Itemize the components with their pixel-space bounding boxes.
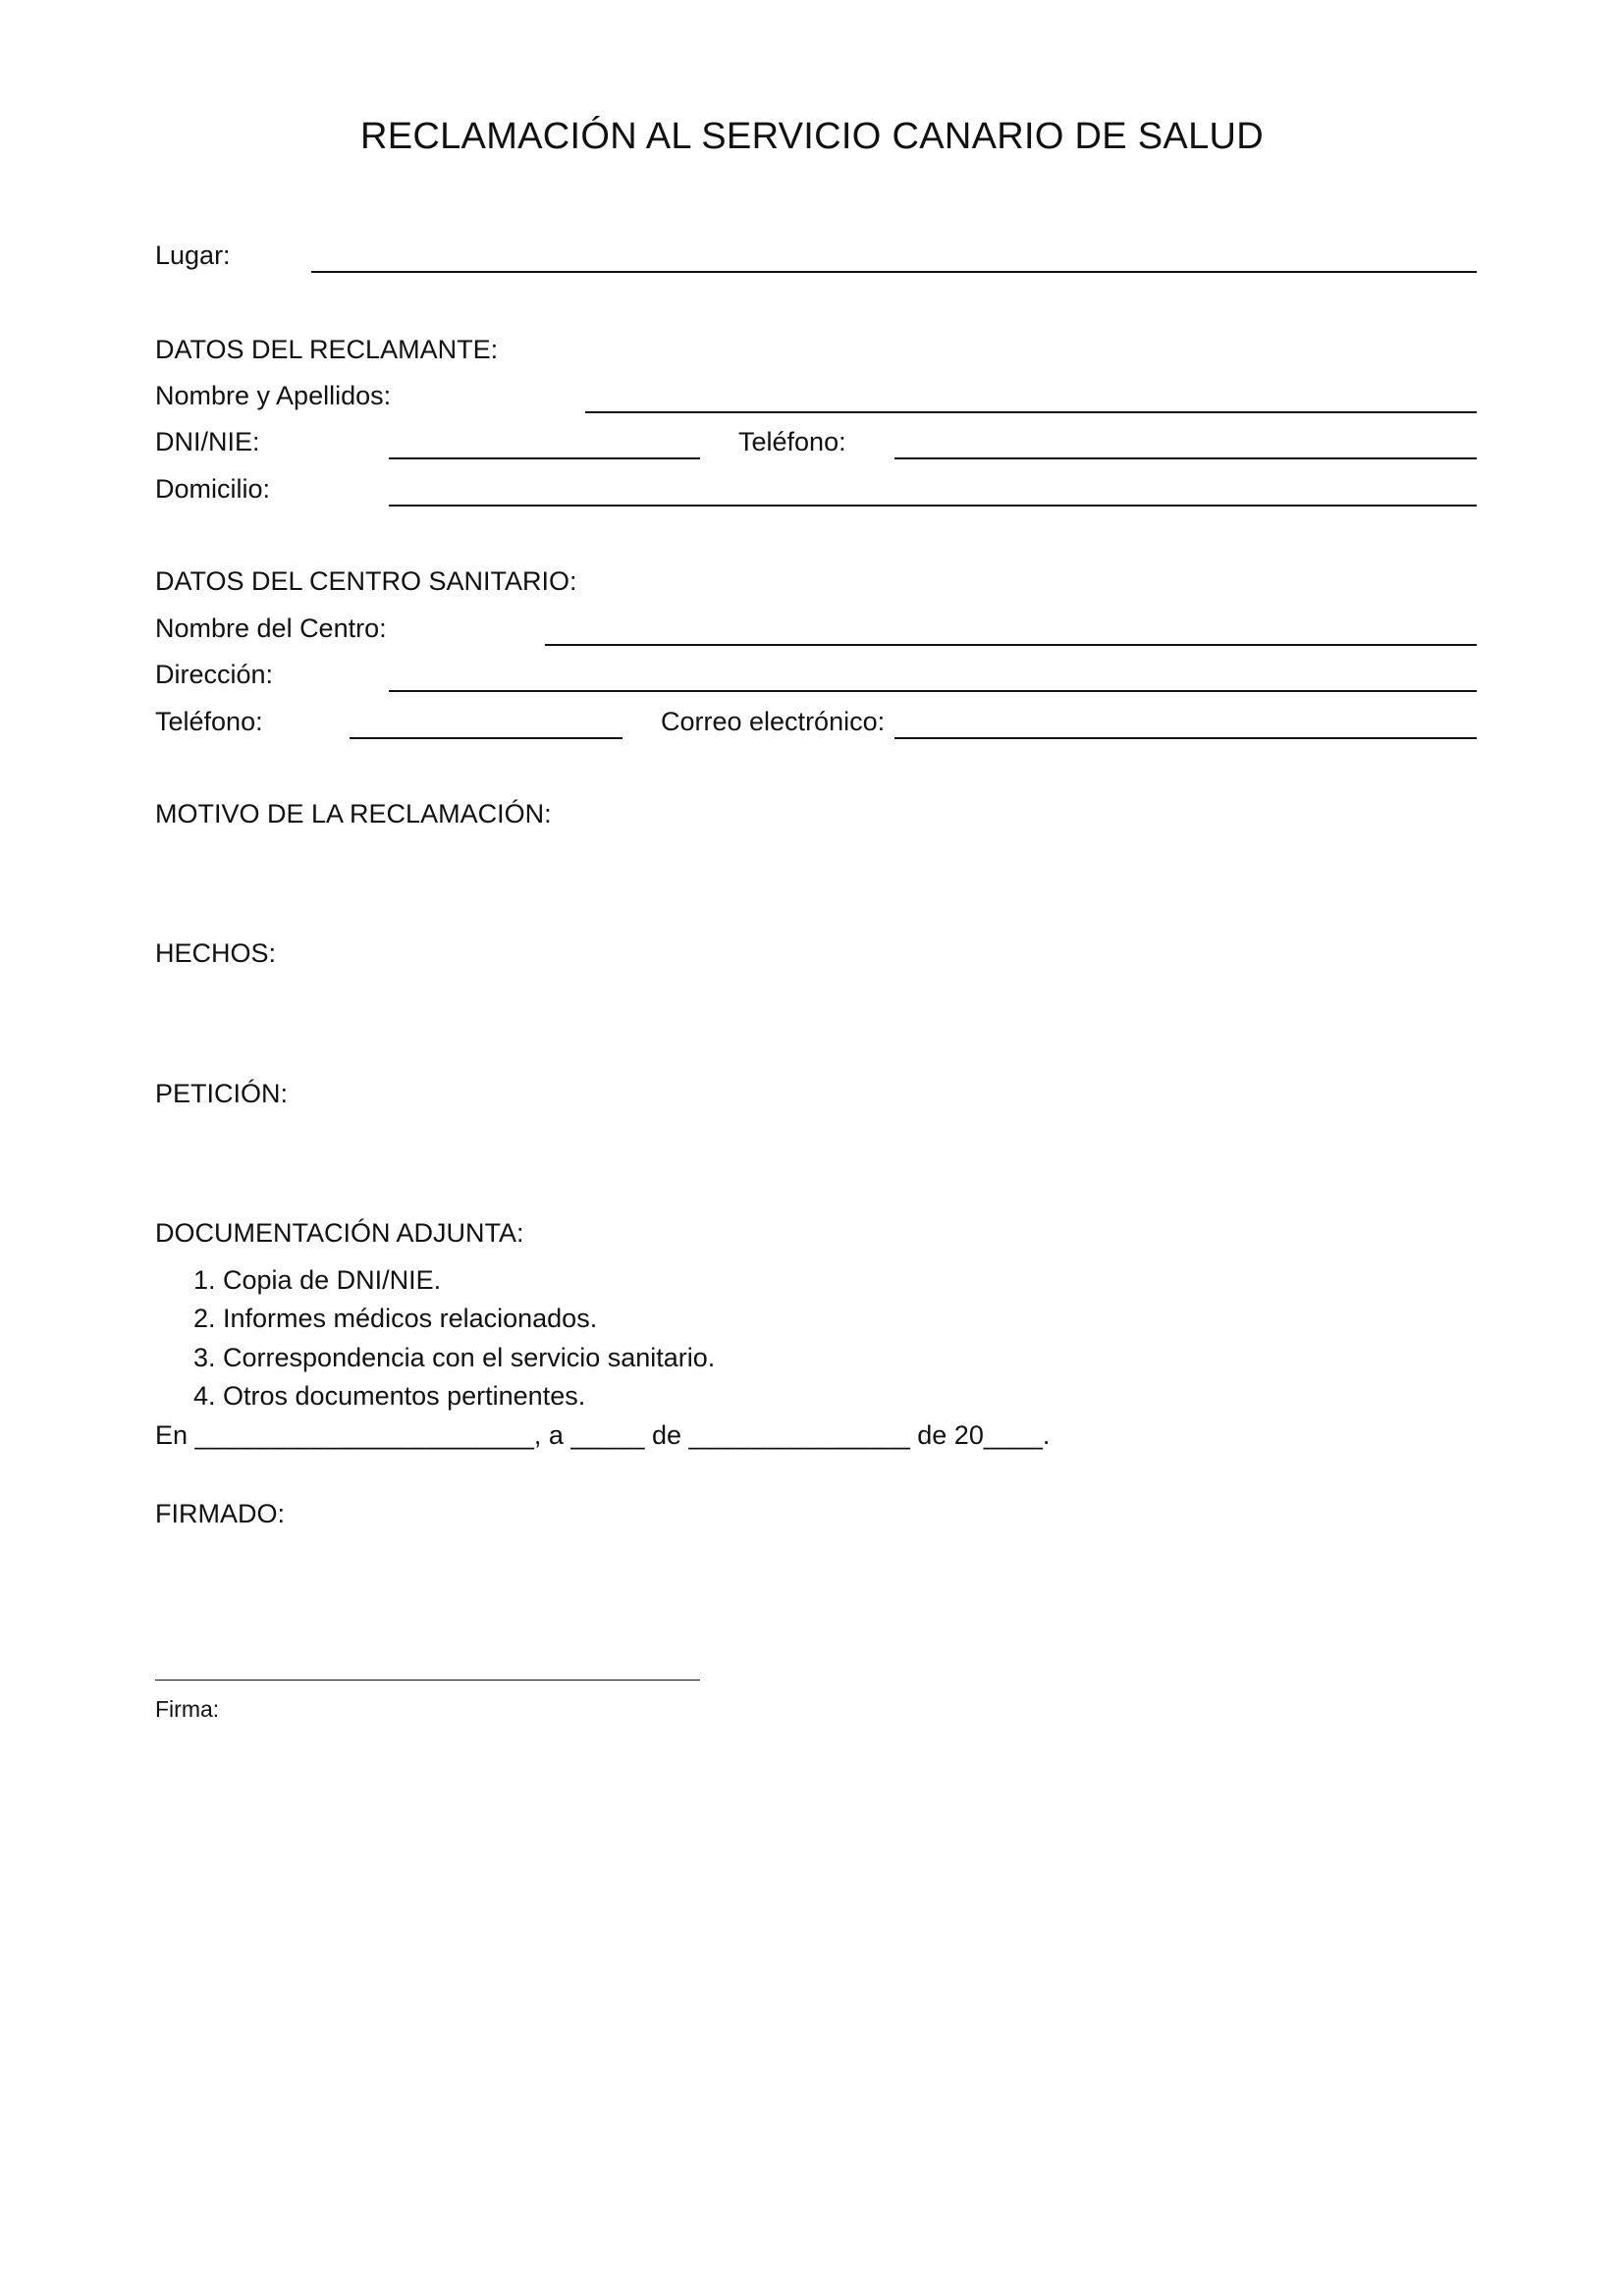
dni-nie-field[interactable] bbox=[389, 457, 700, 459]
motivo-heading: MOTIVO DE LA RECLAMACIÓN: bbox=[155, 799, 552, 828]
nombre-apellidos-field[interactable] bbox=[585, 411, 1477, 413]
domicilio-field[interactable] bbox=[389, 505, 1477, 507]
documentacion-item: 3. Correspondencia con el servicio sanitario. bbox=[193, 1343, 716, 1372]
page-title: RECLAMACIÓN AL SERVICIO CANARIO DE SALUD bbox=[359, 116, 1264, 157]
reclamante-heading: DATOS DEL RECLAMANTE: bbox=[155, 335, 499, 364]
direccion-label: Dirección: bbox=[155, 660, 274, 689]
peticion-heading: PETICIÓN: bbox=[155, 1079, 289, 1108]
lugar-field[interactable] bbox=[311, 271, 1477, 273]
correo-field[interactable] bbox=[894, 737, 1477, 739]
signature-line[interactable] bbox=[155, 1680, 700, 1681]
domicilio-label: Domicilio: bbox=[155, 474, 271, 504]
firma-label: Firma: bbox=[155, 1696, 220, 1722]
centro-heading: DATOS DEL CENTRO SANITARIO: bbox=[155, 566, 577, 596]
documentacion-item: 1. Copia de DNI/NIE. bbox=[193, 1265, 442, 1295]
centro-telefono-field[interactable] bbox=[350, 737, 623, 739]
documentacion-item: 2. Informes médicos relacionados. bbox=[193, 1304, 598, 1333]
documentacion-heading: DOCUMENTACIÓN ADJUNTA: bbox=[155, 1218, 524, 1248]
centro-telefono-label: Teléfono: bbox=[155, 707, 263, 736]
reclamante-telefono-label: Teléfono: bbox=[738, 427, 846, 456]
direccion-field[interactable] bbox=[389, 690, 1477, 692]
dni-nie-label: DNI/NIE: bbox=[155, 427, 260, 456]
nombre-centro-label: Nombre del Centro: bbox=[155, 614, 387, 643]
nombre-centro-field[interactable] bbox=[545, 644, 1477, 646]
date-line[interactable]: En _______________________, a _____ de _______________ de 20____. bbox=[155, 1420, 1051, 1450]
reclamante-telefono-field[interactable] bbox=[894, 457, 1477, 459]
nombre-apellidos-label: Nombre y Apellidos: bbox=[155, 381, 392, 410]
correo-label: Correo electrónico: bbox=[661, 707, 886, 736]
lugar-label: Lugar: bbox=[155, 240, 231, 270]
hechos-heading: HECHOS: bbox=[155, 938, 277, 968]
firmado-label: FIRMADO: bbox=[155, 1499, 285, 1528]
documentacion-item: 4. Otros documentos pertinentes. bbox=[193, 1381, 586, 1411]
